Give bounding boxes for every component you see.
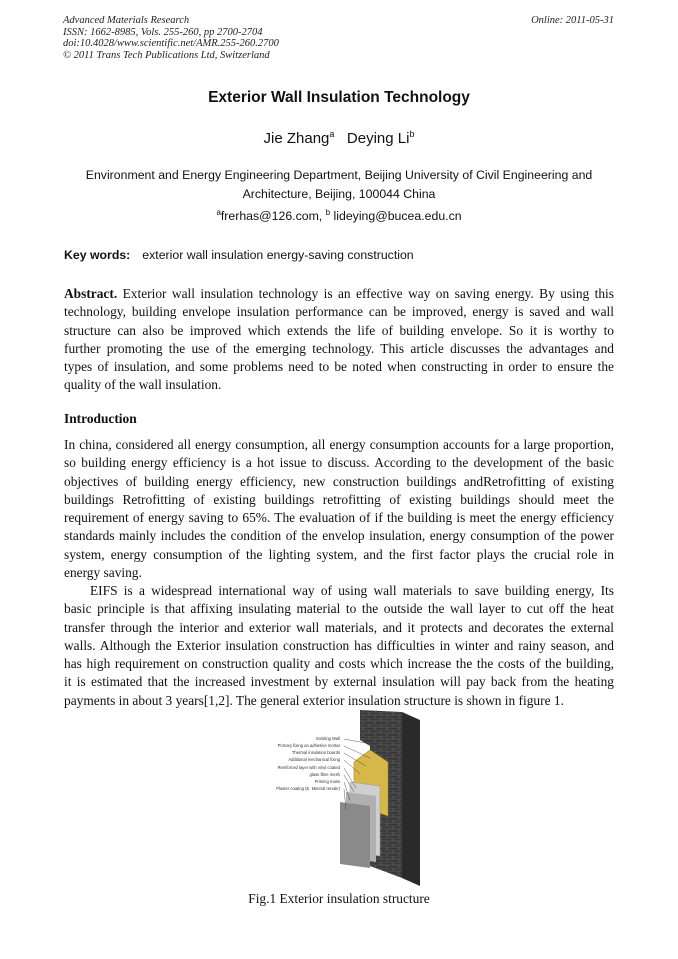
email-mark: a — [216, 208, 221, 217]
existing-wall-side — [402, 712, 420, 886]
keywords-text: exterior wall insulation energy-saving construction — [142, 248, 414, 262]
journal-header — [63, 15, 279, 61]
figure-label: Thermal insulation boards — [291, 750, 340, 755]
paragraph-line: EIFS is a widespread international way of using wall materials to save building energy, Its — [90, 583, 614, 598]
figure-label: Plaster coating (E. Mineral render) — [276, 786, 340, 791]
author-name: Jie Zhang — [263, 130, 330, 147]
keywords — [64, 248, 414, 262]
affiliation-line: Environment and Energy Engineering Department, Beijing University of Civil Engineering and — [85, 168, 593, 182]
intro-paragraph-2 — [64, 582, 614, 710]
figure-caption: Fig.1 Exterior insulation structure — [248, 891, 430, 906]
abstract-line: further promoting the use of the emerging technology. This article discusses the advantages and — [64, 340, 614, 356]
paragraph-line: standards mainly includes the condition of the envelop insulation, energy consumption of the power — [64, 528, 614, 544]
paragraph-line: objectives of building energy efficiency, new construction buildings andRetrofitting of existing — [64, 473, 614, 489]
figure-insulation-structure — [270, 706, 430, 888]
abstract-line: structure can also be improved which extends the life of building envelope. So it is worthy to — [64, 322, 614, 338]
paragraph-line: basic principle is that affixing insulating material to the outside the wall layer to cut off the heat — [64, 601, 614, 617]
paragraph-line: it is estimated that the increased investment by external insulation will pay back from the heating — [64, 674, 614, 690]
online-date: Online: 2011-05-31 — [531, 15, 614, 26]
affiliation-line: Architecture, Beijing, 100044 China — [242, 187, 436, 201]
paragraph-line: walls. Although the Exterior insulation construction has difficulties in winter and rainy season, and — [64, 637, 614, 653]
email-a: frerhas@126.com, — [220, 209, 323, 224]
figure-label: Primary fixing an adhesive mortar — [277, 743, 340, 748]
plaster-render — [340, 802, 370, 868]
paragraph-line: energy saving. — [64, 565, 142, 581]
figure-label: glass fibre mesh — [309, 772, 340, 777]
abstract-line: quality of the wall insulation. — [64, 377, 222, 393]
author-list — [0, 129, 678, 147]
journal-doi: doi:10.4028/www.scientific.net/AMR.255-260.2700 — [63, 38, 279, 49]
paragraph-line: payments in about 3 years[1,2]. The general exterior insulation structure is shown in figure 1. — [64, 692, 564, 708]
section-heading: Introduction — [64, 411, 137, 426]
abstract-line: Abstract. Exterior wall insulation technology is an effective way on saving energy. By using this — [64, 286, 614, 301]
figure-label: Priming mass — [314, 779, 340, 784]
journal-name: Advanced Materials Research — [63, 15, 190, 26]
insulation-diagram — [270, 706, 430, 888]
paragraph-line: transfer through the interior and exterior wall materials, and it protects and decorates the external — [64, 619, 614, 635]
paragraph-line: requirement of energy saving to 65%. The evaluation of if the building is meet the energy efficiency — [64, 510, 614, 526]
paragraph-line: so building energy efficiency is a hot issue to discuss. According to the development of the basic — [64, 455, 614, 471]
paragraph-line: buildings Retrofitting of existing buildings retrofitting of existing buildings should meet the — [64, 491, 614, 507]
email-b: lideying@bucea.edu.cn — [333, 209, 462, 224]
author-affil-mark: a — [329, 129, 335, 139]
paragraph-line: has high requirement on construction quality and costs which increase the the costs of the building, — [64, 656, 614, 672]
author-emails — [0, 208, 678, 223]
abstract — [64, 285, 614, 395]
paper-title: Exterior Wall Insulation Technology — [208, 89, 470, 106]
abstract-line: technology, building envelope insulation performance can be improved, energy is saved and wall — [64, 304, 614, 320]
keywords-label: Key words: — [64, 248, 131, 262]
author-name: Deying Li — [346, 130, 410, 147]
figure-label: Reinforced layer with vinyl coated — [277, 765, 340, 770]
affiliation — [70, 166, 608, 204]
paragraph-line: system, energy consumption of the lighting system, and the first factor plays the crucial role in — [64, 546, 614, 562]
email-mark: b — [325, 208, 331, 217]
figure-label: Additional mechanical fixing — [288, 757, 340, 762]
abstract-line: types of insulation, and some problems need to be noted when constructing in order to ensure the — [64, 359, 614, 375]
figure-label: Existing Wall — [316, 736, 340, 741]
journal-copyright: © 2011 Trans Tech Publications Ltd, Switzerland — [63, 49, 270, 61]
author-affil-mark: b — [409, 129, 415, 139]
abstract-label: Abstract. — [64, 286, 118, 301]
journal-issn: ISSN: 1662-8985, Vols. 255-260, pp 2700-2704 — [63, 26, 263, 38]
intro-paragraph-1 — [64, 436, 614, 582]
paragraph-line: In china, considered all energy consumption, all energy consumption accounts for a large proportion, — [64, 437, 614, 452]
